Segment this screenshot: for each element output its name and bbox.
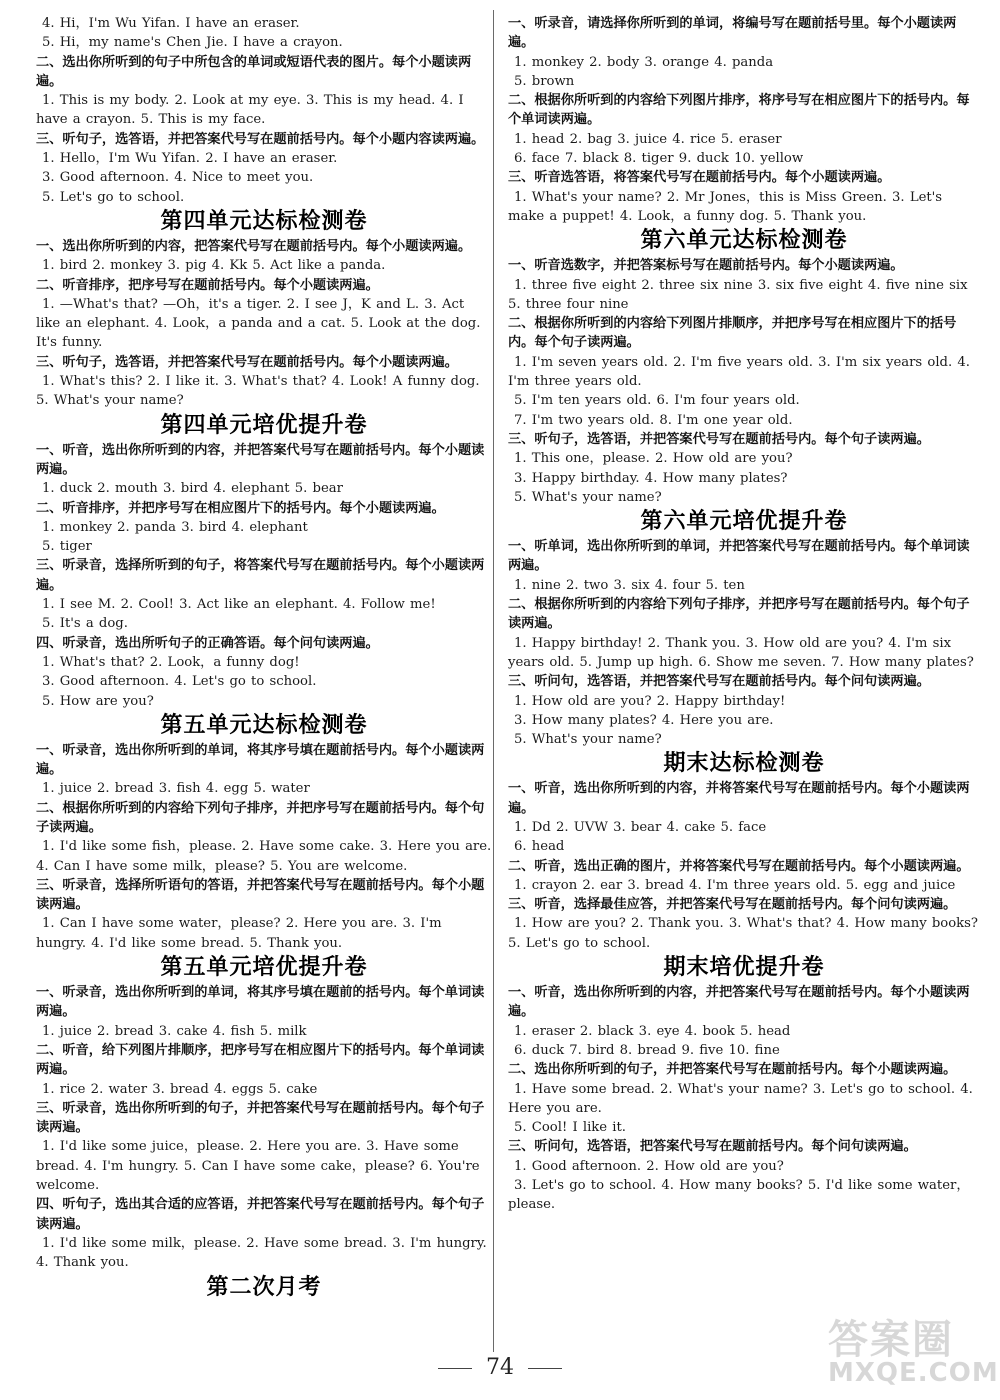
question-instruction: 三、听问句，选答语，并把答案代号写在题前括号内。每个问句读两遍。 <box>508 674 930 690</box>
answer-line: 1. Have some bread. 2. What's your name? 3. Let's go to school. 4. Here you are. <box>508 1081 973 1116</box>
answer-line: 7. I'm two years old. 8. I'm one year old. <box>514 412 793 428</box>
question-instruction: 二、听音，给下列图片排顺序，把序号写在相应图片下的括号内。每个单词读两遍。 <box>36 1042 485 1078</box>
answer-line: 3. How many plates? 4. Here you are. <box>514 712 774 728</box>
answer-line: 1. Good afternoon. 2. How old are you? <box>514 1158 784 1174</box>
question-instruction: 三、听句子，选答语，并把答案代号写在题前括号内。每个小题读两遍。 <box>36 354 458 370</box>
answer-line: 5. What's your name? <box>514 732 662 748</box>
question-instruction: 一、听音，选出你所听到的内容，并把答案代号写在题前括号内。每个小题读两遍。 <box>508 985 970 1020</box>
answer-line: 3. Good afternoon. 4. Let's go to school. <box>42 674 317 690</box>
question-instruction: 二、选出你所听到的句子中所包含的单词或短语代表的图片。每个小题读两遍。 <box>36 54 472 89</box>
question-instruction: 二、根据你所听到的内容给下列句子排序，并把序号写在题前括号内。每个句子读两遍。 <box>508 597 970 632</box>
question-instruction: 一、听录音，选出你所听到的单词，将其序号填在题前的括号内。每个单词读两遍。 <box>36 985 485 1020</box>
answer-line: 6. head <box>514 839 565 855</box>
section-heading: 第四单元达标检测卷 <box>160 208 368 234</box>
column-divider <box>493 10 494 1352</box>
answer-line: 1. three five eight 2. three six nine 3. six five eight 4. five nine six 5. three four nine <box>508 277 968 312</box>
question-instruction: 三、听录音，选择所听到的句子，将答案代号写在题前括号内。每个小题读两遍。 <box>36 558 485 593</box>
answer-line: 1. Hello，I'm Wu Yifan. 2. I have an eraser. <box>42 151 338 167</box>
section-heading: 第六单元达标检测卷 <box>640 228 848 254</box>
question-instruction: 一、听录音，请选择你所听到的单词，将编号写在题前括号里。每个小题读两遍。 <box>508 16 957 51</box>
question-instruction: 三、听音选答语，将答案代号写在题前括号内。每个小题读两遍。 <box>508 170 891 186</box>
section-heading: 期末达标检测卷 <box>663 751 825 777</box>
answer-line: 3. Good afternoon. 4. Nice to meet you. <box>42 170 314 186</box>
watermark-logo <box>816 1308 999 1394</box>
answer-line: 1. I'd like some milk，please. 2. Have some bread. 3. I'm hungry. 4. Thank you. <box>36 1235 487 1271</box>
answer-line: 1. I see M. 2. Cool! 3. Act like an elephant. 4. Follow me! <box>42 597 436 613</box>
answer-line: 1. I'd like some fish，please. 2. Have some cake. 3. Here you are. 4. Can I have some milk，please? 5. You are welcome. <box>36 839 492 874</box>
answer-line: 1. rice 2. water 3. bread 4. eggs 5. cake <box>42 1081 318 1097</box>
answer-line: 5. What's your name? <box>514 489 662 505</box>
answer-line: 1. Can I have some water，please? 2. Here you are. 3. I'm hungry. 4. I'd like some bread. 5. Thank you. <box>36 916 442 951</box>
answer-line: 1. monkey 2. panda 3. bird 4. elephant <box>42 519 308 535</box>
question-instruction: 二、听音排序，并把序号写在相应图片下的括号内。每个小题读两遍。 <box>36 500 445 516</box>
section-heading: 期末培优提升卷 <box>663 955 825 981</box>
answer-line: 1. How are you? 2. Thank you. 3. What's that? 4. How many books? 5. Let's go to school. <box>508 916 979 951</box>
question-instruction: 二、听音，选出正确的图片，并将答案代号写在题前括号内。每个小题读两遍。 <box>508 858 970 874</box>
answer-line: 1. I'm seven years old. 2. I'm five years old. 3. I'm six years old. 4. I'm three years old. <box>508 354 970 390</box>
question-instruction: 二、听音排序，把序号写在题前括号内。每个小题读两遍。 <box>36 277 379 293</box>
answer-line: 1. juice 2. bread 3. fish 4. egg 5. water <box>42 781 310 797</box>
answer-line: 1. This is my body. 2. Look at my eye. 3. This is my head. 4. I have a crayon. 5. This is my face. <box>36 93 464 128</box>
right-column <box>508 14 980 1215</box>
question-instruction: 三、听录音，选择所听语句的答语，并把答案代号写在题前括号内。每个小题读两遍。 <box>36 877 485 913</box>
question-instruction: 一、听单词，选出你所听到的单词，并把答案代号写在题前括号内。每个单词读两遍。 <box>508 539 970 574</box>
answer-line: 1. I'd like some juice，please. 2. Here you are. 3. Have some bread. 4. I'm hungry. 5. Can I have some cake，please? 6. You're welcome. <box>36 1139 480 1194</box>
question-instruction: 一、听音选数字，并把答案标号写在题前括号内。每个小题读两遍。 <box>508 258 904 274</box>
watermark-text: 答案圈 <box>828 1317 954 1363</box>
answer-line: 5. It's a dog. <box>42 616 128 632</box>
question-instruction: 二、根据你所听到的内容给下列图片排顺序，并把序号写在相应图片下的括号内。每个句子读两遍。 <box>508 316 957 351</box>
answer-line: 5. tiger <box>42 539 92 555</box>
section-heading: 第五单元培优提升卷 <box>160 955 368 981</box>
answer-line: 1. juice 2. bread 3. cake 4. fish 5. milk <box>42 1023 307 1039</box>
answer-line: 1. What's this? 2. I like it. 3. What's that? 4. Look! A funny dog. 5. What's your name? <box>36 374 480 409</box>
question-instruction: 一、听音，选出你所听到的内容，并把答案代号写在题前括号内。每个小题读两遍。 <box>36 442 485 477</box>
answer-line: 1. nine 2. two 3. six 4. four 5. ten <box>514 577 745 593</box>
answer-line: 1. This one，please. 2. How old are you? <box>514 451 793 467</box>
answer-line: 1. What's that? 2. Look，a funny dog! <box>42 654 300 670</box>
answer-line: 1. head 2. bag 3. juice 4. rice 5. eraser <box>514 131 782 147</box>
question-instruction: 一、听音，选出你所听到的内容，并将答案代号写在题前括号内。每个小题读两遍。 <box>508 781 970 816</box>
question-instruction: 三、听句子，选答语，并把答案代号写在题前括号内。每个句子读两遍。 <box>508 431 930 447</box>
answer-line: 3. Happy birthday. 4. How many plates? <box>514 470 788 486</box>
question-instruction: 三、听问句，选答语，把答案代号写在题前括号内。每个问句读两遍。 <box>508 1139 917 1155</box>
question-instruction: 四、听录音，选出所听句子的正确答语。每个问句读两遍。 <box>36 635 379 651</box>
answer-line: 5. How are you? <box>42 693 154 709</box>
question-instruction: 一、选出你所听到的内容，把答案代号写在题前括号内。每个小题读两遍。 <box>36 238 472 254</box>
footer-dash-right <box>528 1368 562 1369</box>
question-instruction: 三、听录音，选出你所听到的句子，并把答案代号写在题前括号内。每个句子读两遍。 <box>36 1100 485 1136</box>
answer-line: 5. Let's go to school. <box>42 189 185 205</box>
answer-line: 1. bird 2. monkey 3. pig 4. Kk 5. Act like a panda. <box>42 258 386 274</box>
answer-line: 6. duck 7. bird 8. bread 9. five 10. fine <box>514 1042 780 1058</box>
section-heading: 第六单元培优提升卷 <box>640 509 848 535</box>
answer-line: 1. monkey 2. body 3. orange 4. panda <box>514 54 774 70</box>
answer-line: 4. Hi，I'm Wu Yifan. I have an eraser. <box>42 16 300 31</box>
answer-line: 5. I'm ten years old. 6. I'm four years old. <box>514 393 800 409</box>
question-instruction: 一、听录音，选出你所听到的单词，将其序号填在题前括号内。每个小题读两遍。 <box>36 742 485 778</box>
question-instruction: 二、根据你所听到的内容给下列图片排序，将序号写在相应图片下的括号内。每个单词读两遍。 <box>508 93 970 128</box>
question-instruction: 二、根据你所听到的内容给下列句子排序，并把序号写在题前括号内。每个句子读两遍。 <box>36 800 485 835</box>
left-column <box>36 14 492 1303</box>
section-heading: 第五单元达标检测卷 <box>160 712 368 738</box>
section-heading: 第二次月考 <box>206 1274 322 1300</box>
answer-line: 5. Cool! I like it. <box>514 1120 626 1136</box>
answer-line: 1. What's your name? 2. Mr Jones，this is Miss Green. 3. Let's make a puppet! 4. Look，a funny dog. 5. Thank you. <box>508 189 943 224</box>
answer-line: 5. brown <box>514 73 575 89</box>
question-instruction: 二、选出你所听到的句子，并把答案代号写在题前括号内。每个小题读两遍。 <box>508 1062 957 1078</box>
section-heading: 第四单元培优提升卷 <box>160 412 368 438</box>
answer-line: 1. eraser 2. black 3. eye 4. book 5. head <box>514 1023 791 1039</box>
answer-line: 1. Happy birthday! 2. Thank you. 3. How old are you? 4. I'm six years old. 5. Jump up high. 6. Show me seven. 7. How many plates? <box>508 635 974 670</box>
answer-line: 1. Dd 2. UVW 3. bear 4. cake 5. face <box>514 819 767 835</box>
answer-line: 3. Let's go to school. 4. How many books? 5. I'd like some water，please. <box>508 1178 970 1213</box>
question-instruction: 四、听句子，选出其合适的应答语，并把答案代号写在题前括号内。每个句子读两遍。 <box>36 1197 485 1232</box>
answer-line: 1. How old are you? 2. Happy birthday! <box>514 693 786 709</box>
answer-line: 1. —What's that? —Oh，it's a tiger. 2. I see J，K and L. 3. Act like an elephant. 4. Look，a panda and a cat. 5. Look at the dog. It's funny. <box>36 296 481 351</box>
question-instruction: 三、听句子，选答语，并把答案代号写在题前括号内。每个小题内容读两遍。 <box>36 131 485 147</box>
answer-line: 6. face 7. black 8. tiger 9. duck 10. yellow <box>514 151 804 167</box>
answer-line: 5. Hi，my name's Chen Jie. I have a crayon. <box>42 35 343 51</box>
answer-line: 1. duck 2. mouth 3. bird 4. elephant 5. bear <box>42 481 343 497</box>
footer-dash-left <box>438 1368 472 1369</box>
page-number: 74 <box>486 1355 514 1380</box>
watermark-url: MXQE.COM <box>828 1358 999 1388</box>
answer-line: 1. crayon 2. ear 3. bread 4. I'm three years old. 5. egg and juice <box>514 877 956 893</box>
question-instruction: 三、听音，选择最佳应答，并把答案代号写在题前括号内。每个问句读两遍。 <box>508 897 957 913</box>
